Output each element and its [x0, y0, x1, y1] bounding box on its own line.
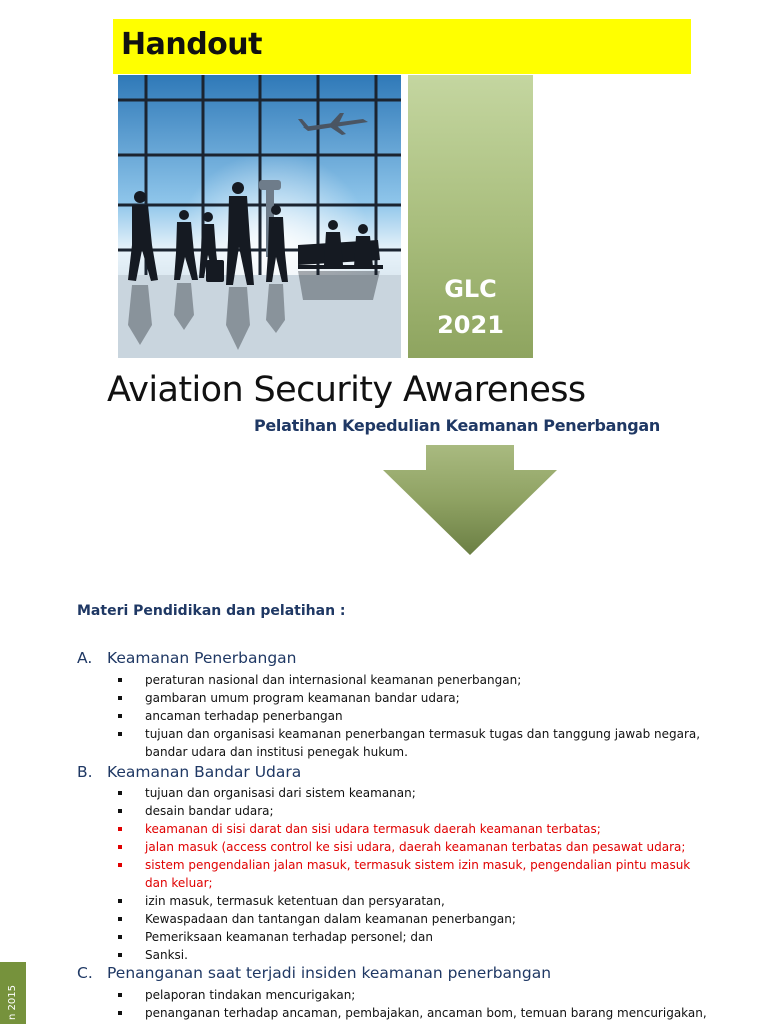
glc-year: 2021: [437, 311, 504, 339]
list-item: gambaran umum program keamanan bandar udara;: [118, 689, 708, 707]
section-title: Keamanan Penerbangan: [107, 649, 297, 667]
list-item: peraturan nasional dan internasional keamanan penerbangan;: [118, 671, 708, 689]
list-item: Pemeriksaan keamanan terhadap personel; dan: [118, 928, 708, 946]
section-letter: C.: [77, 964, 93, 982]
glc-2021-box: [408, 75, 533, 358]
list-item: izin masuk, termasuk ketentuan dan persyaratan,: [118, 892, 708, 910]
section-title: Keamanan Bandar Udara: [107, 763, 302, 781]
down-arrow-icon: [383, 445, 557, 555]
glc-label: GLC: [444, 275, 497, 303]
side-tab-label: n 2015: [7, 985, 18, 1020]
section-c-list: [118, 986, 708, 1022]
section-c-heading: [77, 964, 551, 982]
list-item: penanganan terhadap ancaman, pembajakan, ancaman bom, temuan barang mencurigakan,: [118, 1004, 708, 1022]
section-b-list: [118, 784, 708, 964]
handout-banner: [113, 19, 691, 74]
list-item: tujuan dan organisasi keamanan penerbangan termasuk tugas dan tanggung jawab negara, bandar udara dan institusi penegak hukum.: [118, 725, 708, 761]
airport-terminal-photo: [118, 75, 401, 358]
list-item: tujuan dan organisasi dari sistem keamanan;: [118, 784, 708, 802]
list-item: Sanksi.: [118, 946, 708, 964]
list-item: ancaman terhadap penerbangan: [118, 707, 708, 725]
section-title: Penanganan saat terjadi insiden keamanan penerbangan: [107, 964, 552, 982]
section-a-heading: [77, 649, 296, 667]
section-letter: A.: [77, 649, 93, 667]
materials-heading: Materi Pendidikan dan pelatihan :: [77, 603, 346, 619]
main-title: Aviation Security Awareness: [107, 370, 586, 410]
list-item-highlighted: jalan masuk (access control ke sisi udara, daerah keamanan terbatas dan pesawat udara;: [118, 838, 708, 856]
handout-title: Handout: [121, 27, 262, 62]
side-tab: [0, 962, 26, 1024]
section-letter: B.: [77, 763, 93, 781]
list-item: desain bandar udara;: [118, 802, 708, 820]
subtitle: Pelatihan Kepedulian Keamanan Penerbangan: [253, 416, 660, 435]
list-item: Kewaspadaan dan tantangan dalam keamanan penerbangan;: [118, 910, 708, 928]
list-item-highlighted: keamanan di sisi darat dan sisi udara termasuk daerah keamanan terbatas;: [118, 820, 708, 838]
list-item: pelaporan tindakan mencurigakan;: [118, 986, 708, 1004]
list-item-highlighted: sistem pengendalian jalan masuk, termasuk sistem izin masuk, pengendalian pintu masuk dan keluar;: [118, 856, 708, 892]
section-a-list: [118, 671, 708, 761]
section-b-heading: [77, 763, 301, 781]
